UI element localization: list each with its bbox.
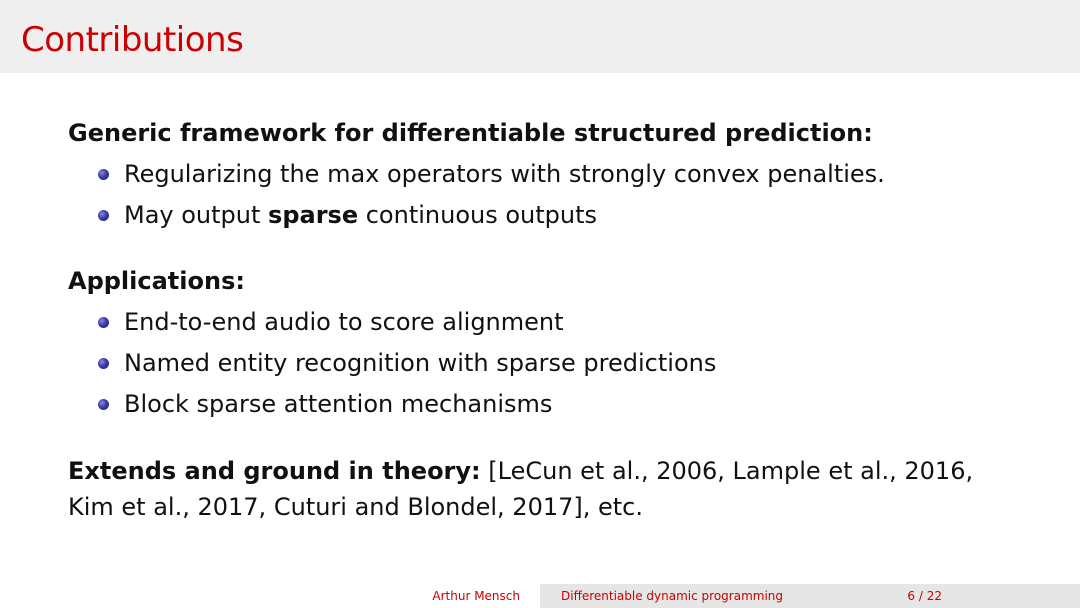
footer-author-panel <box>0 584 540 608</box>
footer-title-panel <box>540 584 1080 608</box>
footer-title: Differentiable dynamic programming <box>561 589 784 603</box>
framework-bullet-list <box>68 154 1028 236</box>
theory-citations-line2: Kim et al., 2017, Cuturi and Blondel, 2017], etc. <box>68 493 644 521</box>
list-item <box>98 384 1028 425</box>
section-heading-framework: Generic framework for differentiable structured prediction: <box>68 119 873 147</box>
title-bar <box>0 0 1080 73</box>
bullet-icon <box>98 399 109 410</box>
bullet-text: End-to-end audio to score alignment <box>124 308 564 336</box>
bullet-icon <box>98 317 109 328</box>
list-item <box>98 343 1028 384</box>
bullet-text-bold: sparse <box>268 201 359 229</box>
slide-title: Contributions <box>21 20 244 60</box>
list-item <box>98 302 1028 343</box>
section-heading-applications: Applications: <box>68 267 245 295</box>
list-item <box>98 154 1028 195</box>
bullet-text-after: continuous outputs <box>358 201 598 229</box>
bullet-text: Named entity recognition with sparse predictions <box>124 349 717 377</box>
slide-content <box>68 116 1028 525</box>
footer-page-number: 6 / 22 <box>907 589 942 603</box>
list-item <box>98 195 1028 236</box>
bullet-text: Block sparse attention mechanisms <box>124 390 553 418</box>
bullet-icon <box>98 358 109 369</box>
theory-paragraph <box>68 453 1028 525</box>
bullet-text: Regularizing the max operators with strongly convex penalties. <box>124 160 885 188</box>
theory-lead: Extends and ground in theory: <box>68 457 481 485</box>
bullet-icon <box>98 169 109 180</box>
bullet-text-before: May output <box>124 201 269 229</box>
footer-author: Arthur Mensch <box>432 589 520 603</box>
applications-bullet-list <box>68 302 1028 425</box>
slide-footer <box>0 584 1080 608</box>
theory-citations-line1: [LeCun et al., 2006, Lample et al., 2016, <box>480 457 974 485</box>
bullet-icon <box>98 210 109 221</box>
